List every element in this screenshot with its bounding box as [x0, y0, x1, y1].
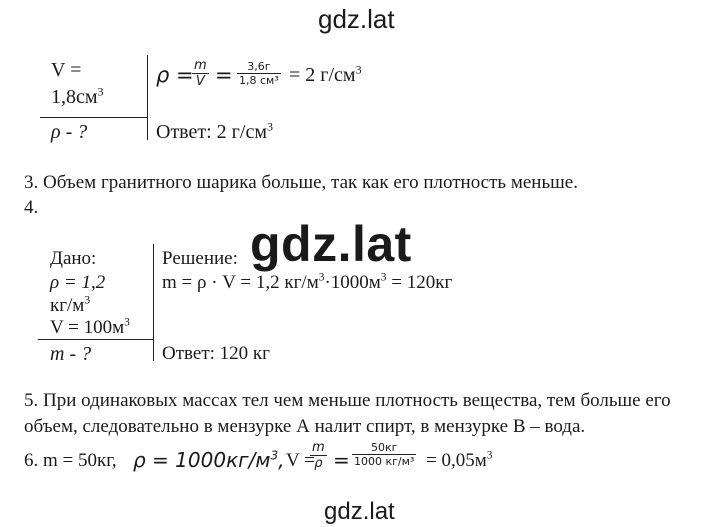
find-rho: ρ - ? [51, 121, 88, 143]
item-6-v-equals: V = [286, 450, 315, 471]
fraction-m-over-rho: m ρ [312, 440, 325, 471]
given-v-line1: V = [51, 59, 82, 81]
item-4-number: 4. [24, 197, 39, 218]
watermark-center: gdz.lat [250, 216, 412, 272]
watermark-top: gdz.lat [318, 4, 395, 34]
given-volume: $V = 100м^3$ [50, 316, 130, 338]
given-label: Дано: [50, 248, 97, 269]
table-a-divider-horizontal [40, 117, 147, 118]
fraction-item-6-numeric: 50кг 1000 кг/м³ [354, 441, 415, 468]
item-6-rho: $\rho = 1000кг/м^3$, [133, 448, 285, 472]
item-3-text: 3. Объем гранитного шарика больше, так как его плотность меньше. [24, 172, 578, 193]
formula-rho: ρ = [156, 63, 194, 87]
item-5-line1: 5. При одинаковых массах тел чем меньше плотность вещества, тем больше его [24, 390, 671, 411]
answer-a: Ответ: 2 $г/см^3$ [156, 119, 273, 143]
table-b-divider-vertical [153, 244, 154, 361]
item-6-mass: 6. m = 50кг, [24, 450, 117, 471]
given-v-line2: $1,8см^3$ [51, 84, 104, 108]
solution-label: Решение: [162, 248, 238, 269]
watermark-bottom: gdz.lat [324, 498, 395, 525]
item-6-result: = $0,05м^3$ [426, 449, 493, 471]
given-rho-line2: $кг/м^3$ [50, 294, 91, 316]
given-rho-line1: ρ = 1,2 [50, 272, 106, 293]
answer-b: Ответ: 120 кг [162, 343, 270, 364]
table-a-divider-vertical [147, 55, 148, 140]
fraction-numeric: 3,6г 1,8 см³ [239, 60, 279, 87]
item-6-equals: = [333, 448, 350, 472]
item-5-line2: объем, следовательно в мензурке А налит спирт, в мензурке В – вода. [24, 416, 586, 437]
solution-formula: m = ρ · V = 1,2 $кг/м^3\cdot 1000м^3 = 120кг$ [162, 271, 453, 293]
result-a: = 2 $г/см^3$ [289, 62, 362, 86]
table-b-divider-horizontal [38, 339, 153, 340]
fraction-m-over-v: m V [194, 58, 207, 89]
equals-sign: = [215, 63, 233, 87]
find-m: m - ? [50, 343, 92, 365]
